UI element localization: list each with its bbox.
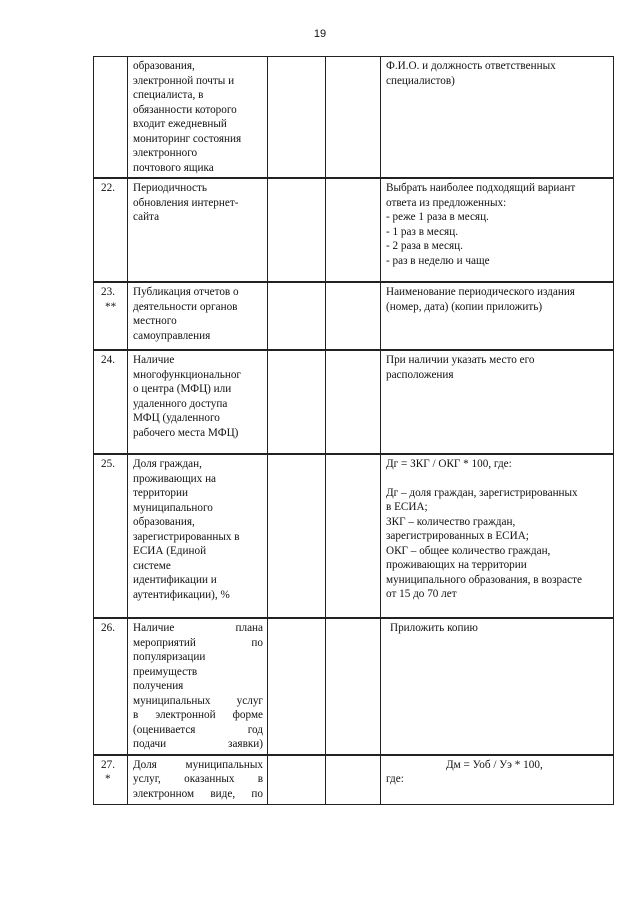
table-row xyxy=(94,57,614,179)
criterion-line: почтового ящика xyxy=(133,161,214,174)
criterion-line: образования, xyxy=(133,516,195,528)
criterion-line: услуг, оказанных в xyxy=(133,773,263,785)
criterion-line: популяризации xyxy=(133,651,206,663)
criterion-line: (оценивается год xyxy=(133,723,263,736)
criterion-line: местного xyxy=(133,315,177,327)
row-number: 24. xyxy=(101,354,115,366)
criterion-line: мероприятий по xyxy=(133,636,263,649)
answer-line: Наименование периодического издания xyxy=(386,286,575,298)
answer-line: ответа из предложенных: xyxy=(386,196,507,209)
answer-cell xyxy=(381,350,614,454)
criterion-line: рабочего места МФЦ) xyxy=(133,426,239,439)
criterion-line: удаленного доступа xyxy=(133,397,228,410)
row-number-cell xyxy=(94,57,128,179)
table-row xyxy=(94,282,614,350)
empty-cell xyxy=(268,755,326,805)
criterion-line: входит ежедневный xyxy=(133,118,227,130)
answer-line: где: xyxy=(386,773,404,785)
criterion-line: муниципальных услуг xyxy=(133,694,263,707)
criterion-line: аутентификации), % xyxy=(133,588,230,601)
row-number-cell xyxy=(94,454,128,618)
criterion-line: Наличие xyxy=(133,354,175,366)
empty-cell xyxy=(326,454,381,618)
empty-cell xyxy=(326,57,381,179)
criterion-line: о центра (МФЦ) или xyxy=(133,383,232,395)
criterion-line: зарегистрированных в xyxy=(133,530,240,543)
row-number-cell xyxy=(94,178,128,282)
answer-line: Приложить копию xyxy=(390,622,478,634)
criterion-line: системе xyxy=(133,559,171,572)
row-footnote-mark: * xyxy=(105,773,111,785)
row-footnote-mark: ** xyxy=(105,300,117,313)
empty-cell xyxy=(326,282,381,350)
criterion-line: подачи заявки) xyxy=(133,738,263,750)
criterion-line: Публикация отчетов о xyxy=(133,286,239,298)
criterion-line: ЕСИА (Единой xyxy=(133,545,207,557)
table-row xyxy=(94,755,614,805)
criterion-cell xyxy=(128,755,268,805)
answer-line: ЗКГ – количество граждан, xyxy=(386,515,516,528)
row-number: 26. xyxy=(101,622,115,634)
table-row xyxy=(94,178,614,282)
criterion-line: образования, xyxy=(133,60,195,72)
answer-line: (номер, дата) (копии приложить) xyxy=(386,300,543,313)
row-number: 27. xyxy=(101,758,115,771)
page-number: 19 xyxy=(313,28,327,40)
criterion-line: получения xyxy=(133,680,184,692)
criterion-line: Наличие планa xyxy=(133,622,263,634)
answer-cell xyxy=(381,282,614,350)
criterion-line: многофункциональног xyxy=(133,368,242,381)
answer-formula: Дм = Уоб / Уэ * 100, xyxy=(446,758,543,771)
answer-line: в ЕСИА; xyxy=(386,501,428,513)
criterion-line: МФЦ (удаленного xyxy=(133,412,220,424)
row-number-cell xyxy=(94,282,128,350)
empty-cell xyxy=(326,755,381,805)
table-row xyxy=(94,454,614,618)
criterion-line: мониторинг состояния xyxy=(133,132,242,145)
answer-line: зарегистрированных в ЕСИА; xyxy=(386,530,529,542)
criterion-cell xyxy=(128,178,268,282)
empty-cell xyxy=(326,618,381,755)
answer-cell xyxy=(381,755,614,805)
criterion-line: сайта xyxy=(133,211,160,223)
criterion-line: преимуществ xyxy=(133,665,198,678)
criterion-line: деятельности органов xyxy=(133,300,238,313)
criterion-line: Периодичность xyxy=(133,182,208,194)
criterion-cell xyxy=(128,350,268,454)
row-number-cell xyxy=(94,755,128,805)
answer-line: расположения xyxy=(386,368,454,381)
empty-cell xyxy=(268,282,326,350)
criterion-line: проживающих на xyxy=(133,472,217,485)
row-number-cell xyxy=(94,618,128,755)
answer-line: проживающих на территории xyxy=(386,559,527,571)
criterion-line: идентификации и xyxy=(133,574,217,586)
criteria-table xyxy=(93,56,614,805)
criterion-line: территории xyxy=(133,487,188,499)
row-number: 25. xyxy=(101,458,115,470)
criterion-line: Доля граждан, xyxy=(133,458,202,470)
table-row xyxy=(94,350,614,454)
criterion-line: обновления интернет- xyxy=(133,196,239,209)
answer-cell xyxy=(381,454,614,618)
answer-line: Выбрать наиболее подходящий вариант xyxy=(386,182,576,194)
answer-cell xyxy=(381,57,614,179)
row-number: 23. xyxy=(101,286,115,298)
table-row xyxy=(94,618,614,755)
answer-line: - 2 раза в месяц. xyxy=(386,240,463,252)
answer-cell xyxy=(381,178,614,282)
criterion-line: электронном виде, по xyxy=(133,787,263,800)
criterion-line: обязанности которого xyxy=(133,103,237,116)
empty-cell xyxy=(268,618,326,755)
criterion-line: муниципального xyxy=(133,501,213,514)
empty-cell xyxy=(268,454,326,618)
criterion-cell xyxy=(128,618,268,755)
criterion-line: самоуправления xyxy=(133,329,211,342)
answer-line: При наличии указать место его xyxy=(386,354,535,366)
empty-cell xyxy=(326,350,381,454)
criterion-line: в электронной форме xyxy=(133,709,263,721)
answer-line: муниципального образования, в возрасте xyxy=(386,573,582,586)
answer-line: - раз в неделю и чаще xyxy=(386,254,490,267)
answer-cell xyxy=(381,618,614,755)
criterion-line: Доля муниципальных xyxy=(133,758,263,771)
spacer xyxy=(386,472,609,486)
answer-line: Ф.И.О. и должность ответственных xyxy=(386,60,556,72)
empty-cell xyxy=(268,57,326,179)
answer-line: ОКГ – общее количество граждан, xyxy=(386,544,551,557)
answer-formula: Дг = ЗКГ / ОКГ * 100, где: xyxy=(386,458,512,470)
criterion-line: электронного xyxy=(133,147,198,159)
answer-line: специалистов) xyxy=(386,74,455,87)
row-number: 22. xyxy=(101,182,115,194)
criterion-line: специалиста, в xyxy=(133,89,204,101)
criterion-cell xyxy=(128,282,268,350)
empty-cell xyxy=(268,178,326,282)
answer-line: - 1 раз в месяц. xyxy=(386,225,458,238)
row-number-cell xyxy=(94,350,128,454)
criterion-cell xyxy=(128,57,268,179)
criterion-cell xyxy=(128,454,268,618)
answer-line: от 15 до 70 лет xyxy=(386,588,457,600)
empty-cell xyxy=(268,350,326,454)
criterion-line: электронной почты и xyxy=(133,74,235,87)
empty-cell xyxy=(326,178,381,282)
answer-line: - реже 1 раза в месяц. xyxy=(386,211,489,223)
answer-line: Дг – доля граждан, зарегистрированных xyxy=(386,486,578,499)
